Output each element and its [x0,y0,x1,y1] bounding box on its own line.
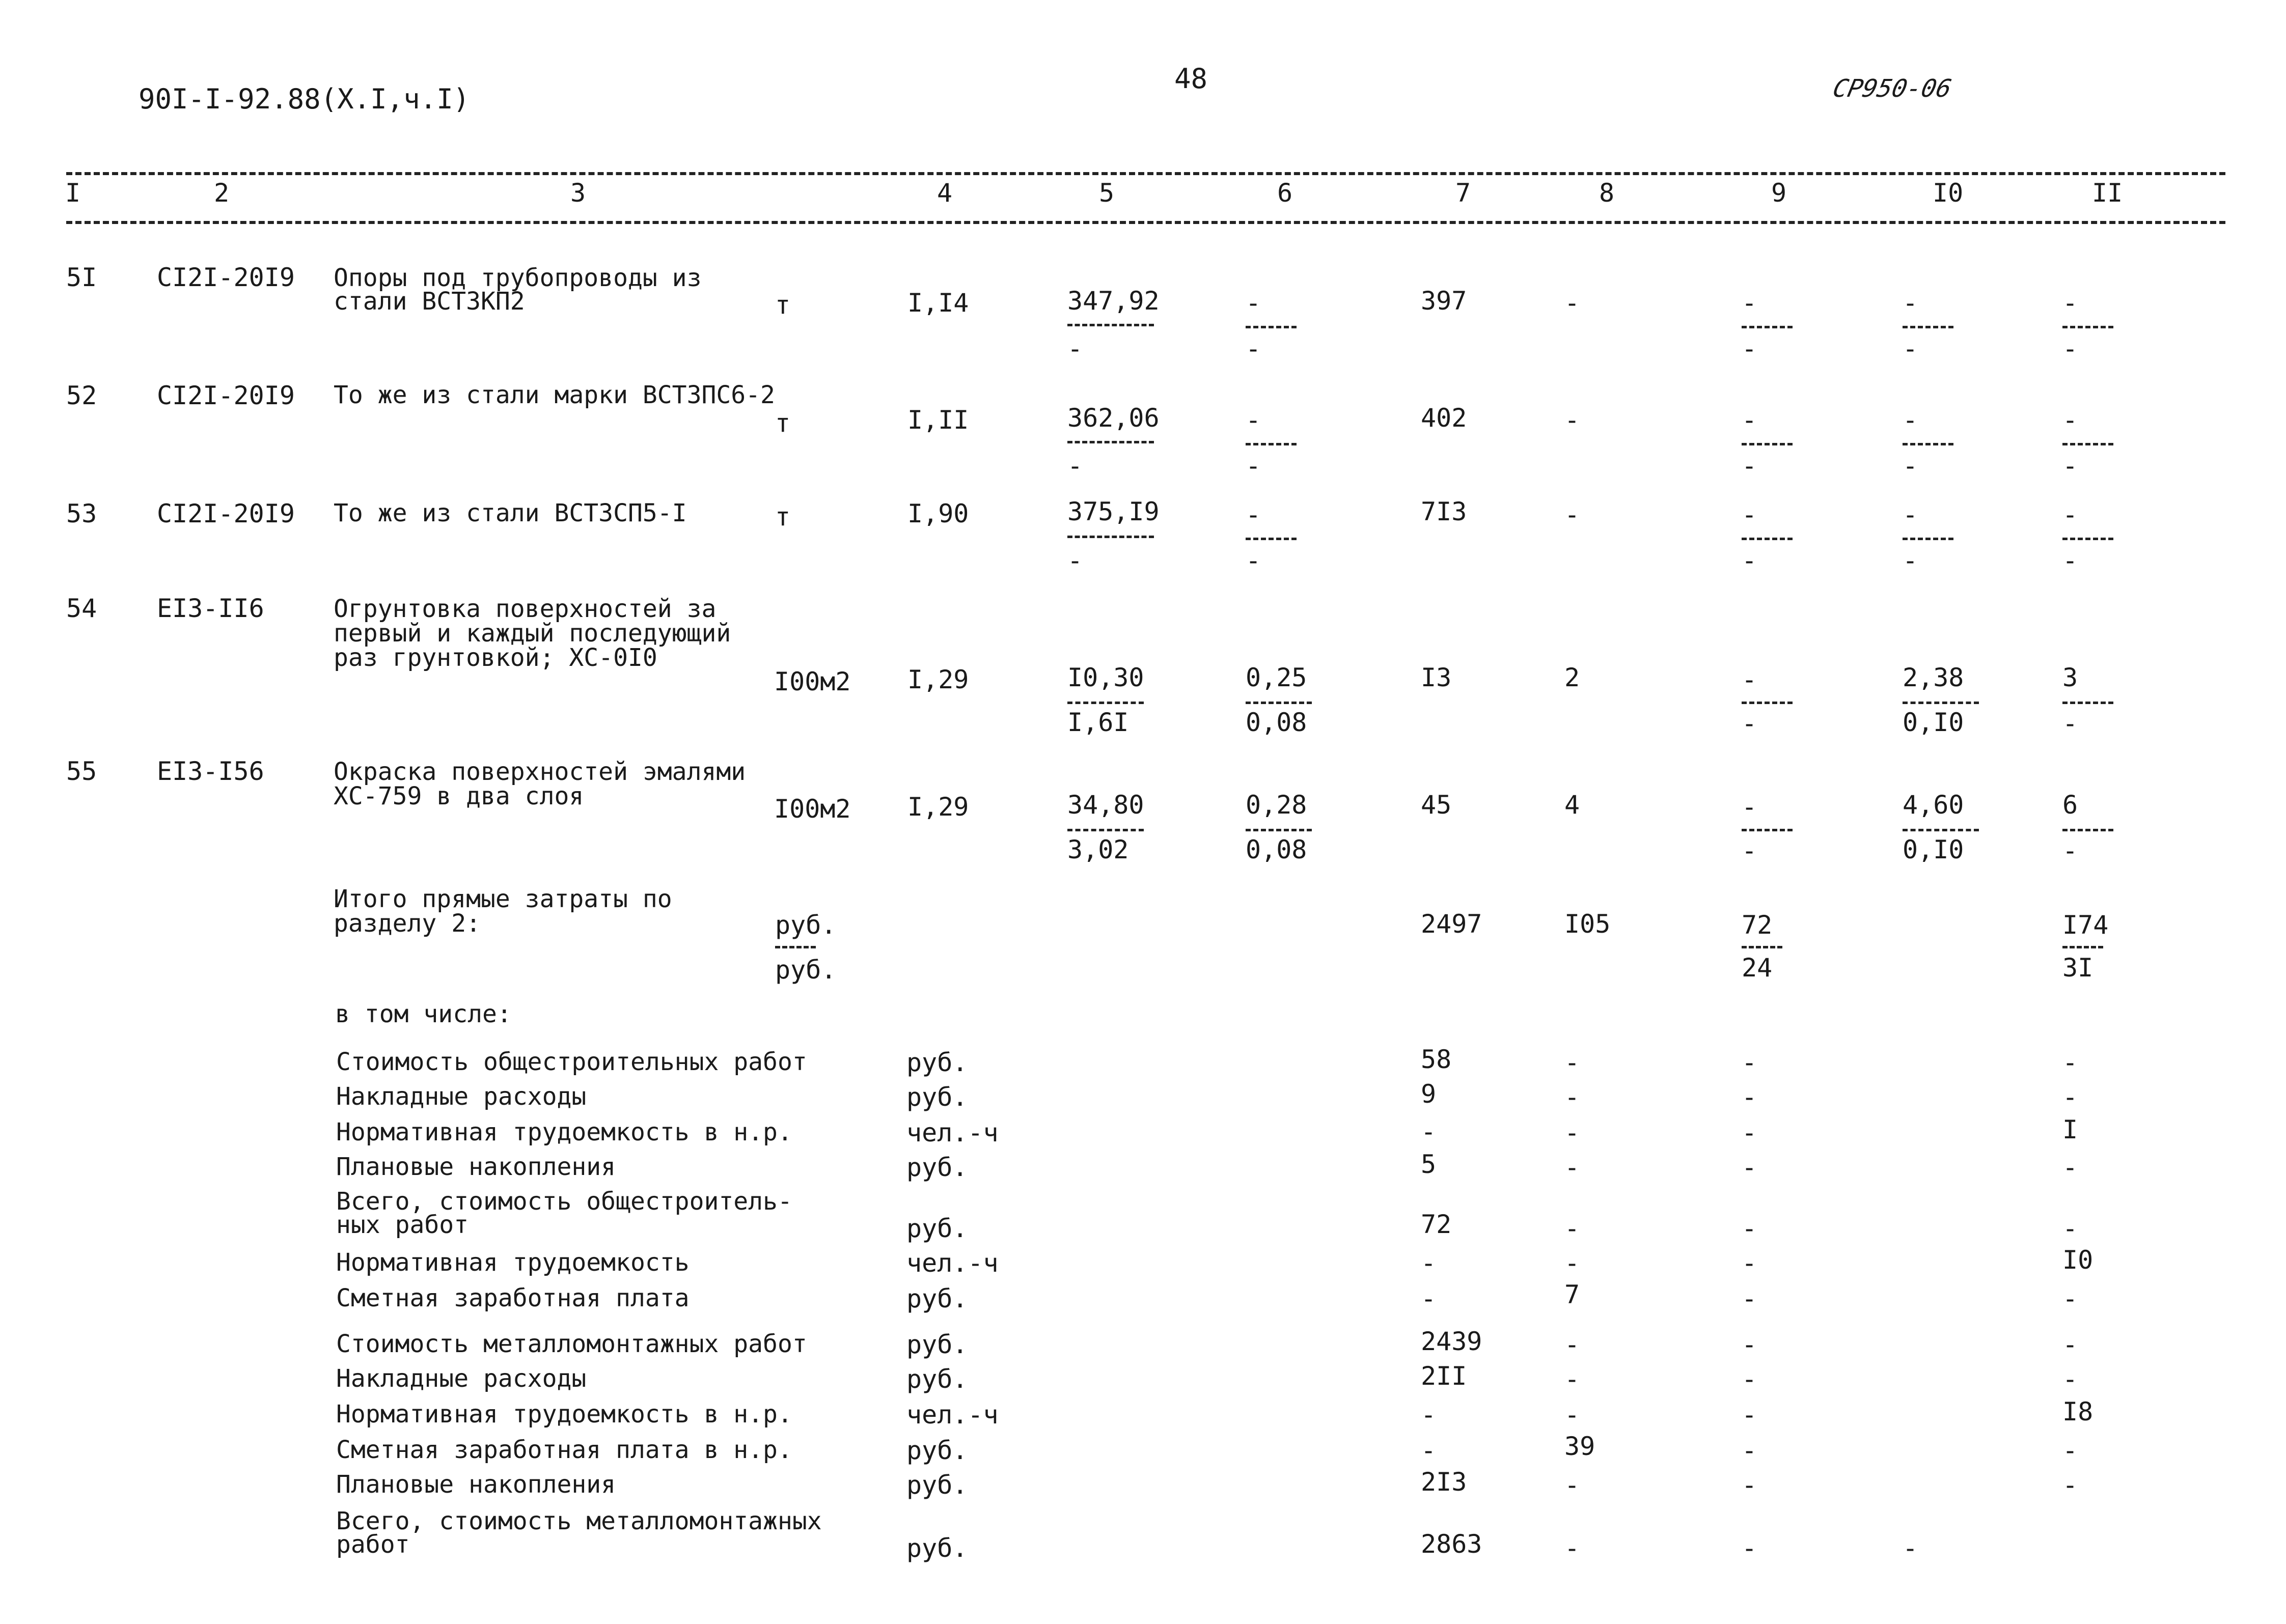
row-number: 5I [66,263,97,292]
cell-col6: - [1246,405,1261,435]
breakdown-col9: - [1742,1118,1757,1147]
fraction-line [2062,538,2113,540]
cell-col5: I0,30 [1067,663,1144,692]
column-header-4: 4 [937,178,953,208]
rate-code: ЕI3-I56 [157,757,264,786]
breakdown-col8: - [1564,1400,1580,1430]
cell-col7: 7I3 [1421,497,1467,526]
quantity: I,I4 [907,288,969,318]
breakdown-label: Плановые накопления [336,1153,616,1181]
breakdown-col11: - [2062,1330,2078,1359]
cell-col10-sub: - [1903,451,1918,481]
cell-col9-sub: - [1742,709,1757,738]
breakdown-col11: - [2062,1470,2078,1500]
row-number: 54 [66,594,97,623]
column-header-8: 8 [1599,178,1615,208]
breakdown-col7: 2I3 [1421,1467,1467,1497]
breakdown-unit: руб. [906,1284,968,1313]
breakdown-col11: - [2062,1284,2078,1313]
breakdown-unit: руб. [906,1048,968,1077]
cell-col11-sub: - [2062,836,2078,865]
cell-col5-sub: I,6I [1067,708,1129,737]
fraction-line [1246,829,1312,831]
column-header-2: 2 [214,178,230,208]
breakdown-col8: - [1564,1248,1580,1278]
fraction-line [1742,538,1793,540]
breakdown-col7: 72 [1421,1210,1452,1239]
breakdown-col8: - [1564,1048,1580,1077]
cell-col6: 0,25 [1246,663,1307,692]
breakdown-col11: I8 [2062,1397,2094,1426]
cell-col9: - [1742,500,1757,529]
breakdown-col8: 39 [1564,1432,1595,1461]
total-col11: I74 [2062,910,2109,940]
cell-col10: - [1903,500,1918,529]
rate-code: СI2I-20I9 [157,499,295,528]
cell-col10: - [1903,405,1918,435]
including-label: в том числе: [335,1000,512,1028]
breakdown-col8: - [1564,1153,1580,1182]
rate-code: ЕI3-II6 [157,594,264,623]
header-rule-bottom [66,221,2225,224]
breakdown-col11: - [2062,1364,2078,1394]
cell-col9-sub: - [1742,546,1757,575]
fraction-line [1067,536,1154,538]
breakdown-unit: чел.-ч [906,1400,999,1430]
breakdown-unit: руб. [906,1153,968,1182]
breakdown-unit: чел.-ч [906,1118,999,1147]
quantity: I,90 [907,499,969,528]
fraction-line [775,946,816,948]
breakdown-label: Стоимость общестроительных работ [336,1048,807,1076]
cell-col11: - [2062,288,2078,318]
cell-col9: - [1742,665,1757,694]
fraction-line [1742,326,1793,328]
breakdown-label: Накладные расходы [336,1364,587,1393]
cell-col6: 0,28 [1246,790,1307,820]
breakdown-col9: - [1742,1248,1757,1278]
cell-col5-sub: - [1067,546,1083,575]
breakdown-col9: - [1742,1214,1757,1243]
breakdown-unit: руб. [906,1214,968,1243]
work-description: раз грунтовкой; ХС-0I0 [334,643,657,672]
breakdown-col8: - [1564,1082,1580,1112]
breakdown-col7: - [1421,1284,1437,1313]
breakdown-col11: - [2062,1153,2078,1182]
breakdown-col9: - [1742,1330,1757,1359]
breakdown-col10: - [1903,1533,1918,1563]
breakdown-label: Плановые накопления [336,1470,616,1499]
total-label: разделу 2: [334,909,481,938]
total-unit: руб. [775,955,837,985]
breakdown-col9: - [1742,1284,1757,1313]
breakdown-col9: - [1742,1436,1757,1465]
cell-col6-sub: - [1246,451,1261,481]
breakdown-unit: чел.-ч [906,1248,999,1278]
cell-col8: 4 [1564,790,1580,820]
breakdown-col11: - [2062,1214,2078,1243]
work-description: Окраска поверхностей эмалями [334,758,746,786]
breakdown-col7: - [1421,1117,1437,1146]
cell-col8: 2 [1564,663,1580,692]
fraction-line [1067,441,1154,443]
fraction-line [1903,702,1979,704]
cell-col11-sub: - [2062,709,2078,738]
fraction-line [2062,702,2113,704]
unit: I00м2 [774,667,851,696]
cell-col5-sub: - [1067,334,1083,363]
unit: т [775,290,791,320]
cell-col5: 375,I9 [1067,497,1160,526]
fraction-line [1903,326,1953,328]
quantity: I,29 [907,792,969,822]
breakdown-col11: - [2062,1048,2078,1077]
work-description: То же из стали ВСТ3СП5-I [334,499,687,527]
breakdown-col11: I0 [2062,1245,2094,1275]
breakdown-label: Накладные расходы [336,1082,587,1111]
fraction-line [1742,946,1782,948]
breakdown-col8: - [1564,1214,1580,1243]
breakdown-col8: - [1564,1364,1580,1394]
cell-col10-sub: - [1903,334,1918,363]
breakdown-col7: 5 [1421,1150,1437,1179]
fraction-line [1742,829,1793,831]
row-number: 55 [66,757,97,786]
row-number: 52 [66,381,97,410]
fraction-line [2062,326,2113,328]
breakdown-col9: - [1742,1364,1757,1394]
work-description: Огрунтовка поверхностей за [334,595,717,623]
breakdown-col9: - [1742,1082,1757,1112]
cell-col6: - [1246,288,1261,318]
total-col7: 2497 [1421,909,1482,939]
breakdown-unit: руб. [906,1364,968,1394]
cell-col7: I3 [1421,663,1452,692]
breakdown-col9: - [1742,1470,1757,1500]
cell-col5-sub: - [1067,451,1083,481]
cell-col8: - [1564,288,1580,318]
cell-col7: 402 [1421,403,1467,433]
breakdown-label: Сметная заработная плата [336,1284,690,1312]
cell-col7: 397 [1421,286,1467,316]
unit: т [775,502,791,531]
breakdown-col8: 7 [1564,1280,1580,1309]
breakdown-label: Нормативная трудоемкость в н.р. [336,1118,792,1146]
breakdown-col9: - [1742,1048,1757,1077]
breakdown-col8: - [1564,1533,1580,1563]
breakdown-col9: - [1742,1153,1757,1182]
breakdown-col9: - [1742,1400,1757,1430]
cell-col9: - [1742,405,1757,435]
fraction-line [1067,702,1144,704]
cell-col9-sub: - [1742,836,1757,865]
cell-col9: - [1742,288,1757,318]
cell-col10-sub: 0,I0 [1903,835,1964,864]
breakdown-col7: - [1421,1436,1437,1465]
total-col8: I05 [1564,909,1611,939]
rate-code: СI2I-20I9 [157,381,295,410]
cell-col8: - [1564,405,1580,435]
cell-col11-sub: - [2062,546,2078,575]
breakdown-unit: руб. [906,1330,968,1359]
breakdown-col7: 9 [1421,1079,1437,1109]
cell-col6-sub: - [1246,546,1261,575]
breakdown-label: Сметная заработная плата в н.р. [336,1436,792,1464]
fraction-line [1067,829,1144,831]
cell-col9-sub: - [1742,334,1757,363]
total-unit: руб. [775,910,837,940]
work-description: Опоры под трубопроводы из [334,264,702,292]
breakdown-col8: - [1564,1330,1580,1359]
cell-col10-sub: 0,I0 [1903,708,1964,737]
breakdown-label: Нормативная трудоемкость [336,1248,690,1277]
column-header-1: I [65,178,81,208]
breakdown-label: работ [336,1530,410,1559]
breakdown-unit: руб. [906,1436,968,1465]
page-number: 48 [1174,63,1208,95]
cell-col10: - [1903,288,1918,318]
fraction-line [1903,829,1979,831]
fraction-line [1246,443,1297,445]
column-header-3: 3 [570,178,586,208]
document-code: 90I-I-92.88(X.I,ч.I) [139,83,470,115]
breakdown-col11: - [2062,1436,2078,1465]
total-col9: 72 [1742,910,1773,940]
breakdown-col8: - [1564,1470,1580,1500]
cell-col5-sub: 3,02 [1067,835,1129,864]
breakdown-label: Нормативная трудоемкость в н.р. [336,1400,792,1429]
breakdown-col11: I [2062,1115,2078,1144]
breakdown-col8: - [1564,1118,1580,1147]
fraction-line [2062,443,2113,445]
fraction-line [1903,443,1953,445]
breakdown-label: ных работ [336,1211,469,1239]
row-number: 53 [66,499,97,528]
breakdown-col11: - [2062,1082,2078,1112]
breakdown-label: Всего, стоимость общестроитель- [336,1187,792,1216]
work-description: ХС-759 в два слоя [334,782,584,810]
cell-col6-sub: 0,08 [1246,835,1307,864]
unit: I00м2 [774,794,851,824]
breakdown-col7: 2863 [1421,1529,1482,1559]
cell-col6-sub: 0,08 [1246,708,1307,737]
quantity: I,II [907,405,969,435]
breakdown-label: Всего, стоимость металломонтажных [336,1507,822,1535]
fraction-line [1067,324,1154,326]
cell-col11-sub: - [2062,451,2078,481]
column-header-6: 6 [1277,178,1293,208]
fraction-line [1246,702,1312,704]
cell-col11: - [2062,500,2078,529]
cell-col11: - [2062,405,2078,435]
work-description: стали ВСТ3КП2 [334,287,525,316]
total-label: Итого прямые затраты по [334,885,672,913]
breakdown-col9: - [1742,1533,1757,1563]
fraction-line [1903,538,1953,540]
breakdown-unit: руб. [906,1533,968,1563]
fraction-line [1246,538,1297,540]
breakdown-col7: 58 [1421,1045,1452,1074]
fraction-line [1742,702,1793,704]
header-rule-top [66,172,2225,175]
column-header-7: 7 [1455,178,1471,208]
fraction-line [1742,443,1793,445]
cell-col9-sub: - [1742,451,1757,481]
work-description: То же из стали марки ВСТ3ПС6-2 [334,381,775,409]
rate-code: СI2I-20I9 [157,263,295,292]
breakdown-unit: руб. [906,1082,968,1112]
work-description: первый и каждый последующий [334,619,731,648]
fraction-line [1246,326,1297,328]
unit: т [775,408,791,438]
cell-col6: - [1246,500,1261,529]
cell-col6-sub: - [1246,334,1261,363]
cell-col9: - [1742,792,1757,822]
cell-col11: 6 [2062,790,2078,820]
cell-col5: 347,92 [1067,286,1160,316]
cell-col8: - [1564,500,1580,529]
breakdown-label: Стоимость металломонтажных работ [336,1330,807,1358]
breakdown-col7: 2II [1421,1361,1467,1391]
column-header-5: 5 [1099,178,1115,208]
cell-col7: 45 [1421,790,1452,820]
cell-col5: 34,80 [1067,790,1144,820]
cell-col10: 2,38 [1903,663,1964,692]
total-col11-sub: 3I [2062,953,2094,983]
quantity: I,29 [907,665,969,694]
cell-col5: 362,06 [1067,403,1160,433]
cell-col11: 3 [2062,663,2078,692]
fraction-line [2062,946,2103,948]
breakdown-col7: - [1421,1248,1437,1278]
cell-col11-sub: - [2062,334,2078,363]
column-header-9: 9 [1771,178,1787,208]
column-header-11: II [2092,178,2123,208]
breakdown-col7: - [1421,1400,1437,1430]
fraction-line [2062,829,2113,831]
column-header-10: I0 [1933,178,1964,208]
breakdown-col7: 2439 [1421,1327,1482,1356]
cell-col10: 4,60 [1903,790,1964,820]
breakdown-unit: руб. [906,1470,968,1500]
cell-col10-sub: - [1903,546,1918,575]
document-stamp: СР950-06 [1830,74,1954,103]
total-col9-sub: 24 [1742,953,1773,983]
